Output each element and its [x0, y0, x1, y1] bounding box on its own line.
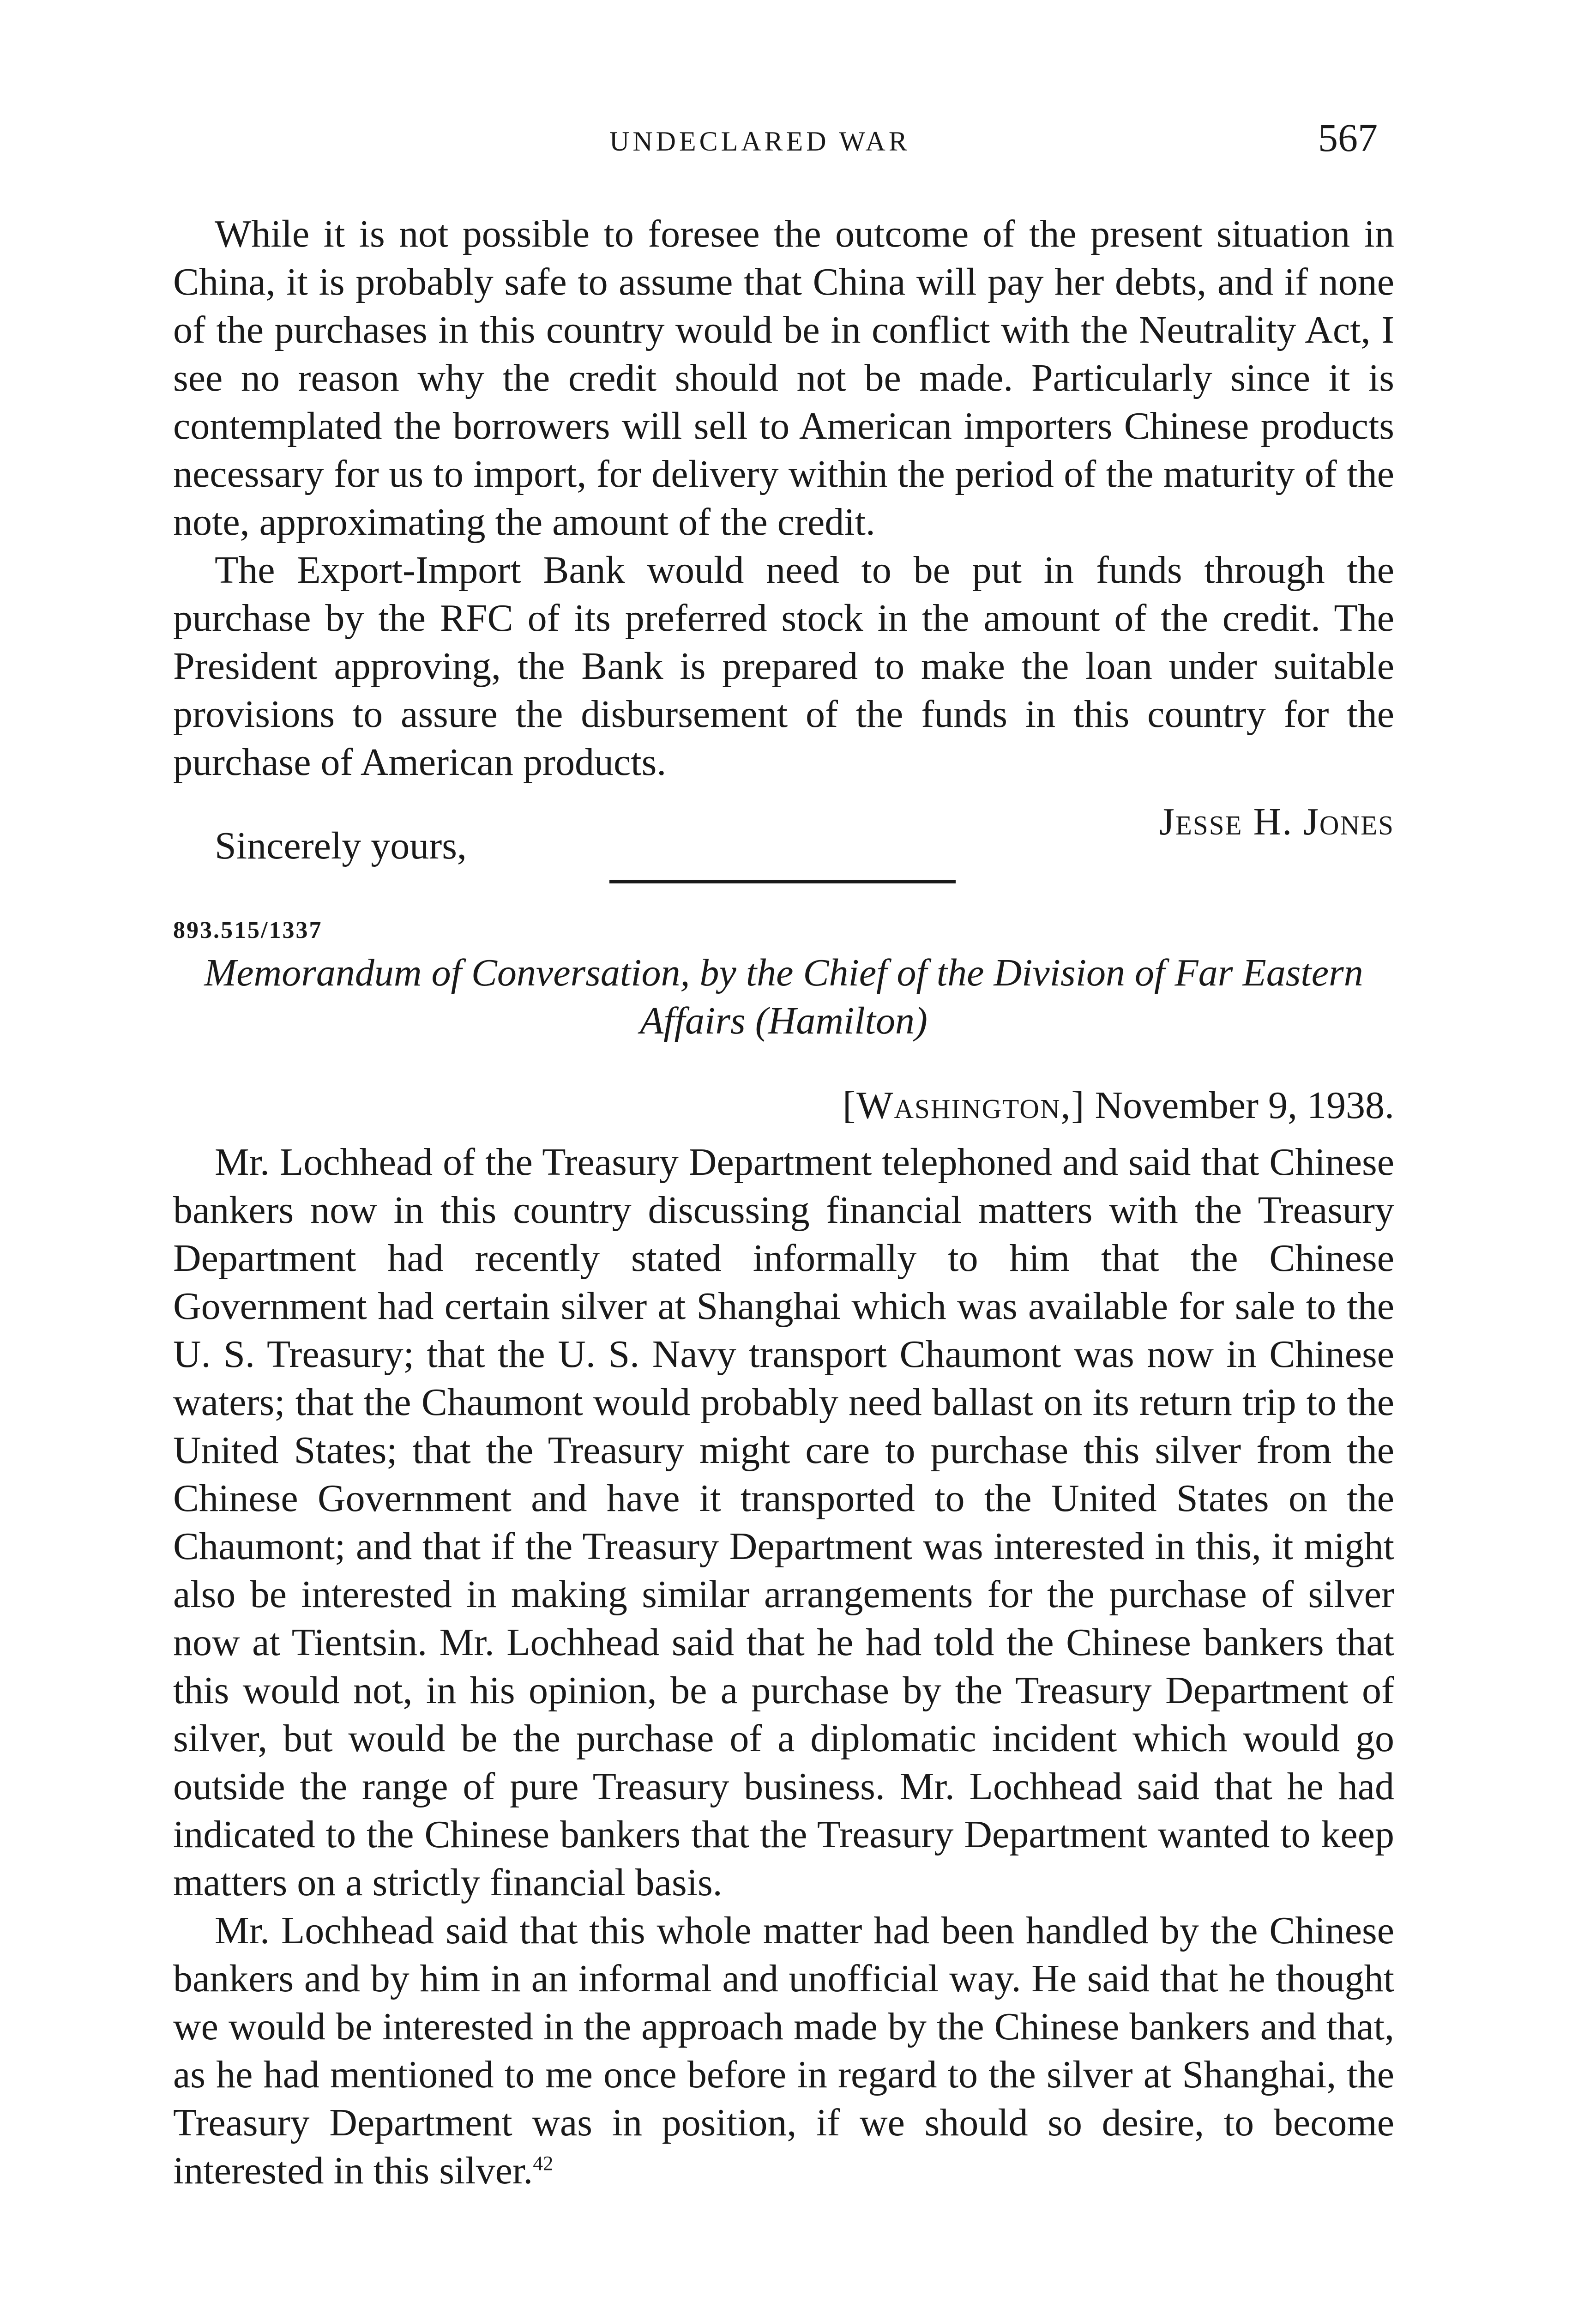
dateline-date: November 9, 1938. [1095, 1084, 1394, 1127]
signature: Jesse H. Jones [1159, 800, 1394, 843]
memo-paragraph-text: Mr. Lochhead said that this whole matter had been handled by the Chinese bankers and by him in an informal and unofficial way. He said that he thought we would be interested in the approach made by the Chinese bankers and that, as he had mentioned to me once before in regard to the silver at Shanghai, the Treasury Department was in position, if we should so desire, to become interested in this silver. [173, 1909, 1394, 2192]
document-title: Memorandum of Conversation, by the Chief of the Division of Far Eastern Affairs (Hamilton) [204, 951, 1363, 1042]
file-number: 893.515/1337 [173, 917, 323, 943]
running-title: UNDECLARED WAR [609, 126, 910, 157]
footnote-reference: 42 [533, 2152, 554, 2175]
memo-paragraph [173, 1907, 1394, 2195]
letter-paragraph: The Export-Import Bank would need to be put in funds through the purchase by the RFC of its preferred stock in the amount of the credit. The President approving, the Bank is prepared to make the loan under suitable provisions to assure the disbursement of the funds in this country for the purchase of American products. [173, 549, 1394, 784]
letter-signoff [215, 800, 1394, 870]
dateline [843, 1083, 1394, 1128]
closing-salutation: Sincerely yours, [215, 824, 467, 867]
letter-body [173, 210, 1394, 786]
dateline-place: [Washington,] [843, 1084, 1085, 1127]
memorandum-body [173, 1138, 1394, 2195]
page-number: 567 [1318, 115, 1378, 160]
memo-paragraph: Mr. Lochhead of the Treasury Department telephoned and said that Chinese bankers now in this country discussing financial matters with the Treasury Department had recently stated informally to him that the Chinese Government had certain silver at Shanghai which was available for sale to the U. S. Treasury; that the U. S. Navy transport Chaumont was now in Chinese waters; that the Chaumont would probably need ballast on its return trip to the United States; that the Treasury might care to purchase this silver from the Chinese Government and have it transported to the United States on the Chaumont; and that if the Treasury Department was interested in this, it might also be interested in making similar arrangements for the purchase of silver now at Tientsin. Mr. Lochhead said that he had told the Chinese bankers that this would not, in his opinion, be a purchase by the Treasury Department of silver, but would be the purchase of a diplomatic incident which would go outside the range of pure Treasury business. Mr. Lochhead said that he had indicated to the Chinese bankers that the Treasury Department wanted to keep matters on a strictly financial basis. [173, 1141, 1394, 1904]
letter-paragraph: While it is not possible to foresee the outcome of the present situation in China, it is probably safe to assume that China will pay her debts, and if none of the purchases in this country would be in conflict with the Neutrality Act, I see no reason why the credit should not be made. Particularly since it is contemplated the borrowers will sell to American importers Chinese products necessary for us to import, for delivery within the period of the maturity of the note, approximating the amount of the credit. [173, 212, 1394, 544]
section-divider [609, 880, 956, 883]
